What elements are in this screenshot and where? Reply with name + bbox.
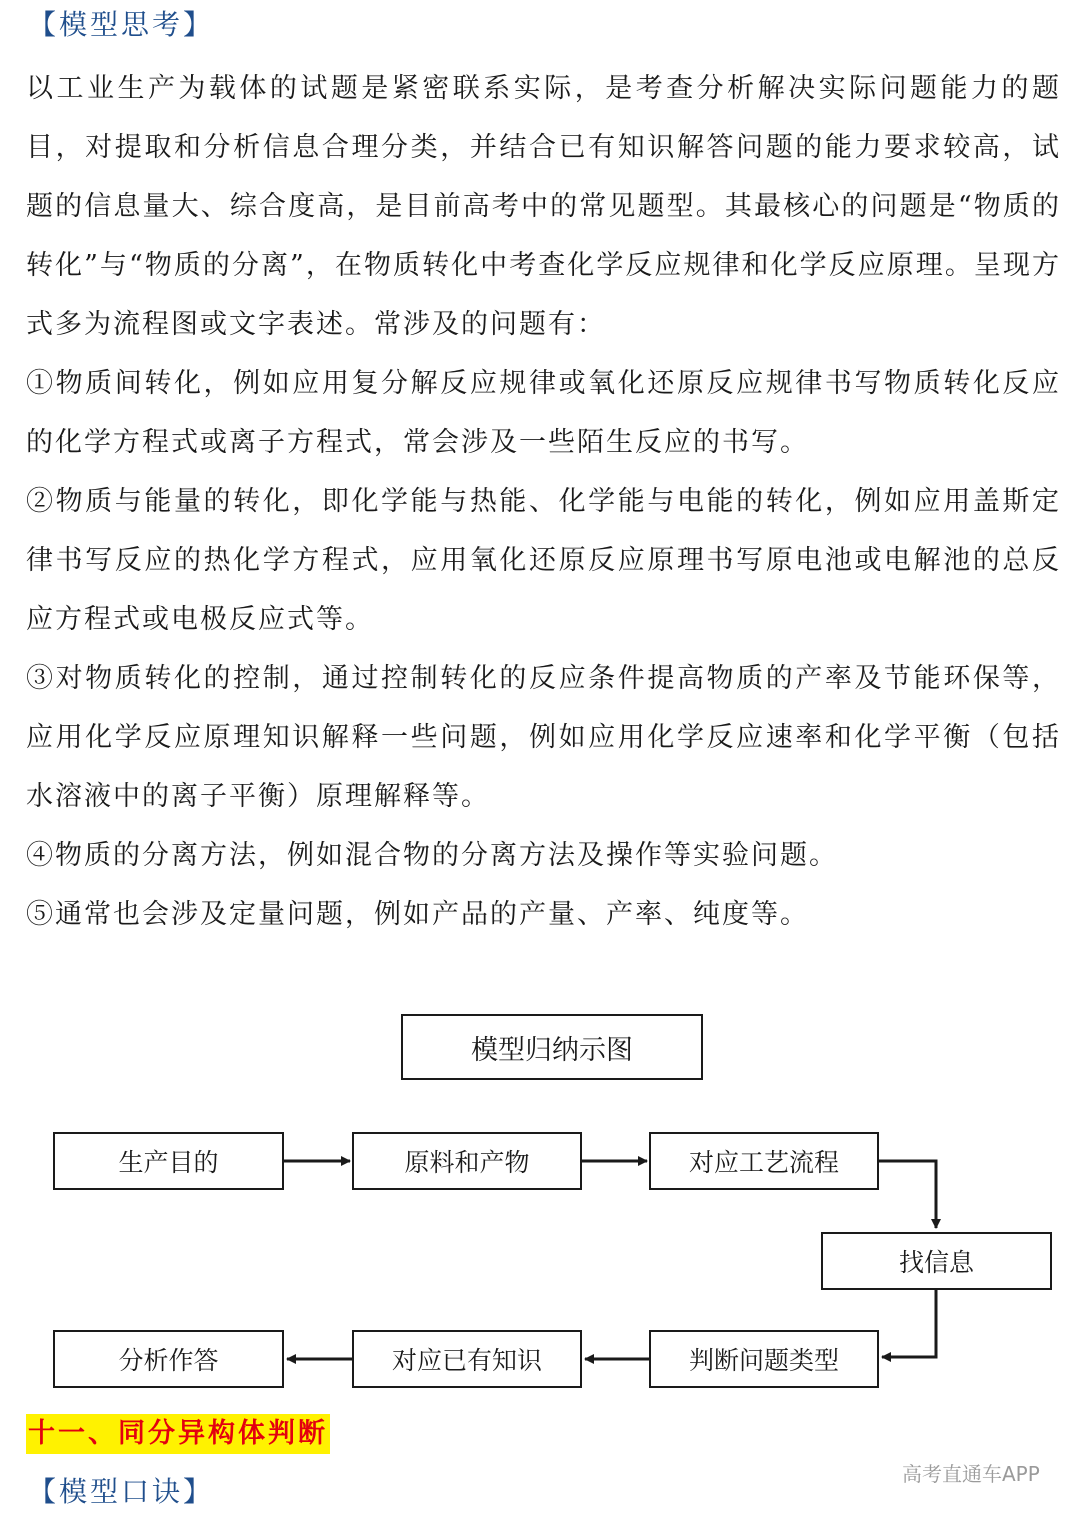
arrow-info-to-judge [882, 1290, 936, 1357]
point-1-paragraph: ①物质间转化，例如应用复分解反应规律或氧化还原反应规律书写物质转化反应的化学方程式或离子方程式，常会涉及一些陌生反应的书写。 [26, 368, 1061, 458]
arrow-process-to-info [879, 1161, 936, 1228]
judge-type-box: 判断问题类型 [649, 1330, 879, 1388]
point-3-paragraph: ③对物质转化的控制，通过控制转化的反应条件提高物质的产率及节能环保等，应用化学反应原理知识解释一些问题，例如应用化学反应速率和化学平衡（包括水溶液中的离子平衡）原理解释等。 [26, 663, 1061, 812]
find-info-box: 找信息 [821, 1232, 1052, 1290]
thinking-heading: 【模型思考】 [28, 8, 215, 41]
watermark: 高考直通车APP [902, 1462, 1040, 1486]
section-heading-isomers: 十一、同分异构体判断 [26, 1414, 330, 1454]
existing-knowledge-box: 对应已有知识 [352, 1330, 582, 1388]
mnemonic-heading: 【模型口诀】 [28, 1475, 215, 1508]
body-text [26, 59, 1061, 944]
production-goal-box: 生产目的 [53, 1132, 284, 1190]
diagram-title-box: 模型归纳示图 [401, 1014, 703, 1080]
process-flow-box: 对应工艺流程 [649, 1132, 879, 1190]
intro-paragraph: 以工业生产为载体的试题是紧密联系实际，是考查分析解决实际问题能力的题目，对提取和分析信息合理分类，并结合已有知识解答问题的能力要求较高，试题的信息量大、综合度高，是目前高考中的常见题型。其最核心的问题是“物质的转化”与“物质的分离”，在物质转化中考查化学反应规律和化学反应原理。呈现方式多为流程图或文字表述。常涉及的问题有： [26, 73, 1061, 340]
analyze-answer-box: 分析作答 [53, 1330, 284, 1388]
point-2-paragraph: ②物质与能量的转化，即化学能与热能、化学能与电能的转化，例如应用盖斯定律书写反应的热化学方程式，应用氧化还原反应原理书写原电池或电解池的总反应方程式或电极反应式等。 [26, 486, 1061, 635]
point-5-paragraph: ⑤通常也会涉及定量问题，例如产品的产量、产率、纯度等。 [26, 899, 809, 930]
point-4-paragraph: ④物质的分离方法，例如混合物的分离方法及操作等实验问题。 [26, 840, 838, 871]
materials-products-box: 原料和产物 [352, 1132, 582, 1190]
